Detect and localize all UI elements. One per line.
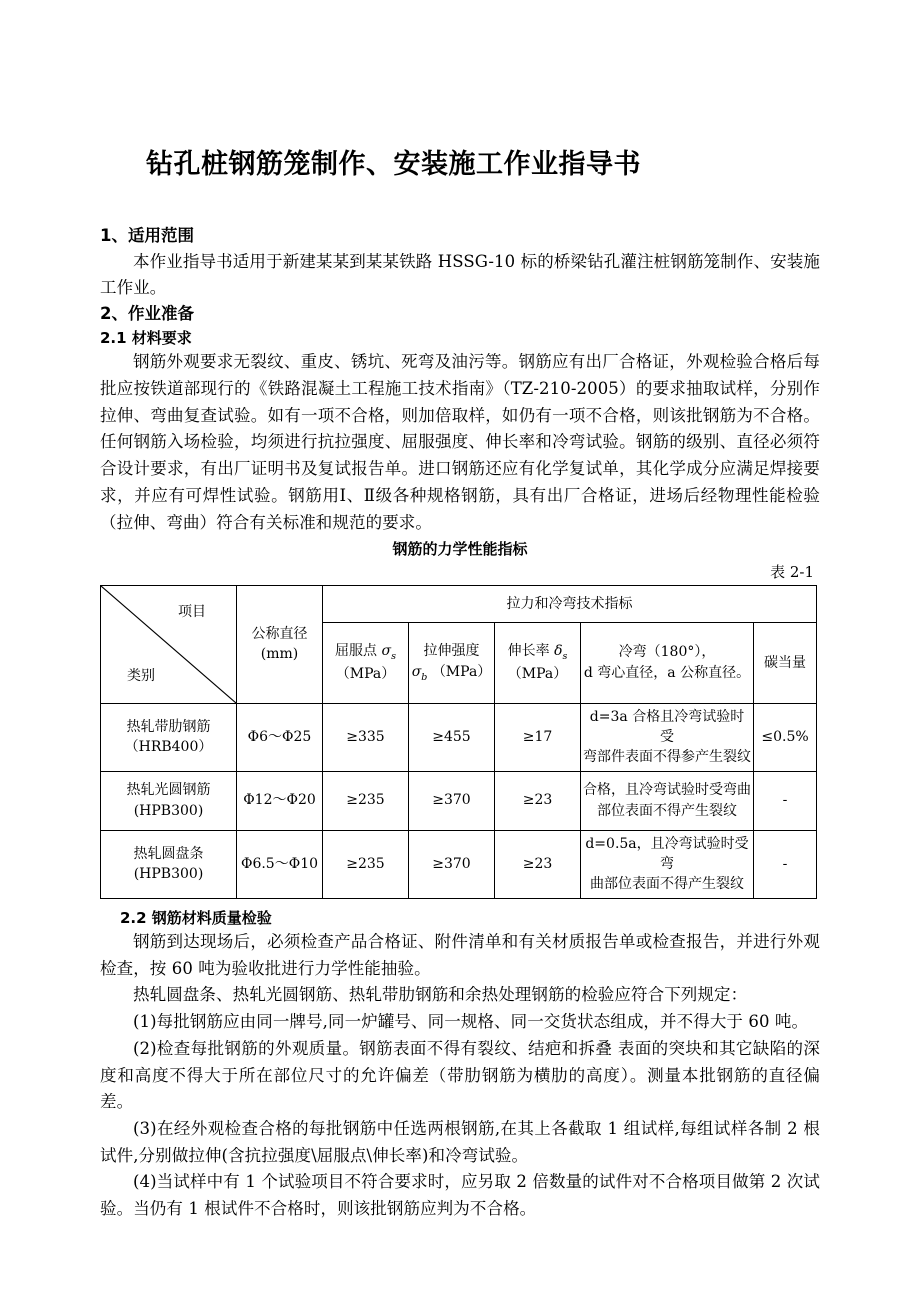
diagonal-divider-icon: [101, 586, 236, 703]
cell-carbon: -: [754, 771, 817, 830]
cell-cold-bend-line2: 部位表面不得产生裂纹: [597, 802, 737, 819]
paragraph-inspection-regulations: 热轧圆盘条、热轧光圆钢筋、热轧带肋钢筋和余热处理钢筋的检验应符合下列规定：: [133, 985, 748, 1005]
cell-diameter: Φ6～Φ25: [237, 703, 323, 771]
header-tensile-subscript: b: [421, 671, 428, 683]
cell-category-name: 热轧带肋钢筋: [126, 718, 211, 735]
header-yield-unit: （MPa）: [335, 665, 396, 682]
cell-category-name: 热轧光圆钢筋: [126, 782, 211, 799]
header-tensile-strength: [409, 622, 495, 703]
document-title: 钻孔桩钢筋笼制作、安装施工作业指导书: [146, 149, 641, 180]
table-row: [101, 771, 817, 830]
cell-carbon: ≤0.5%: [754, 703, 817, 771]
steel-mechanical-properties-table: [100, 585, 817, 899]
cell-category-grade: （HRB400）: [124, 739, 213, 756]
cell-cold-bend-line1: d=3a 合格且冷弯试验时受: [589, 708, 745, 746]
cell-category-grade: (HPB300): [133, 802, 204, 819]
header-elongation: [495, 622, 581, 703]
paragraph-inspection-intro: 钢筋到达现场后，必须检查产品合格证、附件清单和有关材质报告单或检查报告，并进行外观检查，按 60 吨为验收批进行力学性能抽验。: [100, 932, 820, 978]
cell-cold-bend: [581, 703, 754, 771]
header-elongation-label: 伸长率: [507, 643, 550, 660]
heading-section-2: 2、作业准备: [100, 303, 194, 323]
cell-category-grade: (HPB300): [133, 866, 204, 883]
heading-section-2-2: 2.2 钢筋材料质量检验: [120, 908, 272, 927]
cell-elongation: ≥17: [495, 703, 581, 771]
paragraph-material-requirements: 钢筋外观要求无裂纹、重皮、锈坑、死弯及油污等。钢筋应有出厂合格证，外观检验合格后每批应按铁道部现行的《铁路混凝土工程施工技术指南》（TZ-210-2005）的要求抽取试样，分别作拉伸、弯曲复查试验。如有一项不合格，则加倍取样，如仍有一项不合格，则该批钢筋为不合格。任何钢筋入场检验，均须进行抗拉强度、屈服强度、伸长率和冷弯试验。钢筋的级别、直径必须符合设计要求，有出厂证明书及复试报告单。进口钢筋还应有化学复试单，其化学成分应满足焊接要求，并应有可焊性试验。钢筋用Ⅰ、Ⅱ级各种规格钢筋，具有出厂合格证，进场后经物理性能检验（拉伸、弯曲）符合有关标准和规范的要求。: [100, 352, 820, 532]
cell-diameter: Φ6.5～Φ10: [237, 830, 323, 898]
header-tensile-symbol: σ: [411, 663, 422, 680]
corner-label-item: 项目: [178, 603, 206, 620]
header-elongation-unit: （MPa）: [507, 665, 568, 682]
list-item-2: (2)检查每批钢筋的外观质量。钢筋表面不得有裂纹、结疤和拆叠 表面的突块和其它缺陷的深度和高度不得大于所在部位尺寸的允许偏差（带肋钢筋为横肋的高度）。测量本批钢筋的直径偏差。: [100, 1038, 820, 1112]
header-cold-bend: [581, 622, 754, 703]
cell-cold-bend-line1: 合格，且冷弯试验时受弯曲: [583, 782, 751, 799]
header-group-tensile-coldbend: 拉力和冷弯技术指标: [323, 585, 817, 622]
cell-yield: ≥235: [323, 830, 409, 898]
list-item-3: (3)在经外观检查合格的每批钢筋中任选两根钢筋,在其上各截取 1 组试样,每组试样各制 2 根试件,分别做拉伸(含抗拉强度\屈服点\伸长率)和冷弯试验。: [100, 1119, 820, 1165]
cell-category: [101, 830, 237, 898]
header-cold-bend-line2: d 弯心直径，a 公称直径。: [583, 664, 751, 681]
header-yield-point-label: 屈服点: [335, 643, 378, 660]
header-cold-bend-line1: 冷弯（180°），: [618, 644, 716, 661]
header-yield-point: [323, 622, 409, 703]
table-row: [101, 703, 817, 771]
cell-cold-bend: [581, 771, 754, 830]
header-yield-subscript: s: [391, 651, 396, 663]
paragraph-scope: 本作业指导书适用于新建某某到某某铁路 HSSG-10 标的桥梁钻孔灌注桩钢筋笼制作、安装施工作业。: [100, 251, 820, 298]
table-corner-cell: [101, 585, 237, 703]
cell-carbon: -: [754, 830, 817, 898]
header-yield-symbol: σ: [381, 643, 392, 660]
cell-elongation: ≥23: [495, 771, 581, 830]
cell-cold-bend: [581, 830, 754, 898]
cell-category: [101, 703, 237, 771]
cell-elongation: ≥23: [495, 830, 581, 898]
header-tensile-label: 拉伸强度: [423, 643, 480, 660]
corner-label-category: 类别: [127, 668, 155, 685]
cell-cold-bend-line1: d=0.5a，且冷弯试验时受弯: [585, 835, 749, 872]
cell-cold-bend-line2: 曲部位表面不得产生裂纹: [590, 876, 744, 893]
cell-cold-bend-line2: 弯部件表面不得参产生裂纹: [583, 749, 751, 766]
header-tensile-unit: （MPa）: [431, 663, 492, 680]
table-row: [101, 830, 817, 898]
header-carbon-equivalent: 碳当量: [754, 622, 817, 703]
cell-tensile: ≥370: [409, 830, 495, 898]
heading-section-1: 1、适用范围: [100, 225, 194, 245]
header-nominal-diameter: 公称直径(mm): [237, 585, 323, 703]
header-elongation-symbol: δ: [554, 643, 563, 660]
title-spacer: [100, 182, 820, 224]
table-caption: 钢筋的力学性能指标: [392, 540, 528, 559]
header-elongation-subscript: s: [562, 651, 568, 663]
cell-yield: ≥335: [323, 703, 409, 771]
cell-yield: ≥235: [323, 771, 409, 830]
cell-category-name: 热轧圆盘条: [133, 845, 204, 862]
table-number: 表 2-1: [770, 562, 814, 581]
cell-tensile: ≥370: [409, 771, 495, 830]
cell-tensile: ≥455: [409, 703, 495, 771]
heading-section-2-1: 2.1 材料要求: [100, 328, 192, 347]
cell-category: [101, 771, 237, 830]
list-item-4: (4)当试样中有 1 个试验项目不符合要求时，应另取 2 倍数量的试件对不合格项目做第 2 次试验。当仍有 1 根试件不合格时，则该批钢筋应判为不合格。: [100, 1172, 820, 1219]
list-item-1: (1)每批钢筋应由同一牌号,同一炉罐号、同一规格、同一交货状态组成，并不得大于 60 吨。: [133, 1012, 809, 1032]
cell-diameter: Φ12～Φ20: [237, 771, 323, 830]
table-header-row-group: [101, 585, 817, 622]
